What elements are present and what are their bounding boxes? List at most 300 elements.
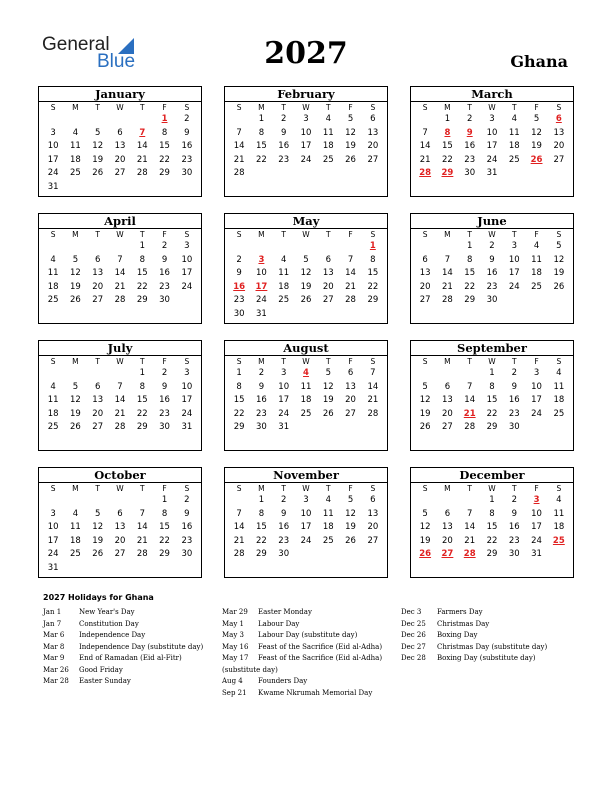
weekday-header: T (511, 357, 517, 366)
day: 4 (325, 114, 331, 124)
month-december (410, 467, 574, 578)
day: 23 (464, 154, 476, 165)
weekday-header: F (348, 103, 353, 112)
day: 7 (347, 254, 354, 265)
day: 26 (70, 422, 81, 433)
holiday-name: Christmas Day (substitute day) (437, 642, 548, 651)
weekday-header: T (467, 230, 472, 239)
holiday-row (43, 665, 203, 677)
day: 5 (72, 381, 79, 392)
day: 26 (345, 535, 356, 546)
month-name: June (411, 214, 573, 229)
day: 3 (511, 241, 517, 251)
day: 14 (345, 268, 356, 279)
day: 28 (464, 422, 476, 433)
day: 4 (556, 368, 562, 378)
day: 9 (161, 254, 168, 265)
holiday-name: Constitution Day (79, 619, 139, 628)
day: 11 (508, 127, 520, 138)
day: 21 (114, 281, 126, 292)
day: 18 (531, 268, 542, 279)
day: 10 (47, 141, 59, 152)
day: 3 (303, 495, 309, 505)
weekday-header: T (511, 230, 517, 239)
month-february (224, 86, 388, 197)
holiday-date: May 3 (222, 631, 244, 639)
weekday-header: F (162, 230, 167, 239)
page-title-year: 2027 (264, 36, 348, 71)
day-grid (225, 483, 387, 562)
day: 6 (117, 508, 123, 519)
day: 24 (300, 535, 312, 546)
day: 7 (236, 508, 242, 519)
day: 25 (70, 168, 81, 179)
holiday-name: Boxing Day (substitute day) (437, 654, 536, 662)
holiday-date: Dec 25 (401, 619, 426, 628)
day: 13 (367, 127, 379, 138)
day: 9 (280, 508, 287, 519)
day: 24 (508, 281, 520, 292)
weekday-header: F (534, 357, 539, 366)
day: 2 (258, 368, 265, 378)
holiday-row (222, 653, 382, 665)
day: 8 (139, 381, 145, 392)
day: 10 (300, 127, 312, 138)
weekday-header: W (302, 103, 310, 112)
day: 6 (347, 368, 354, 378)
country-label: Ghana (510, 52, 568, 71)
weekday-header: S (370, 230, 376, 239)
day: 1 (258, 495, 265, 505)
day: 13 (114, 141, 126, 152)
month-name: July (39, 341, 201, 356)
weekday-header: S (422, 103, 428, 112)
day: 13 (92, 395, 104, 406)
holiday-name: Easter Monday (258, 608, 312, 616)
weekday-header: S (184, 103, 190, 112)
day: 24 (531, 535, 542, 546)
day: 7 (370, 368, 376, 378)
day: 22 (159, 535, 170, 546)
day: 10 (486, 127, 498, 138)
month-june (410, 213, 574, 324)
weekday-header: T (281, 230, 286, 239)
month-name: May (225, 214, 387, 229)
day: 29 (136, 295, 148, 306)
day: 3 (533, 368, 540, 378)
holiday-row (43, 653, 203, 665)
holiday-day: 6 (555, 114, 562, 124)
day: 17 (47, 154, 59, 165)
day: 12 (92, 522, 104, 533)
day: 15 (442, 141, 453, 152)
holiday-row (222, 676, 382, 688)
weekday-header: S (236, 357, 242, 366)
day: 27 (322, 295, 334, 306)
day: 10 (300, 508, 312, 519)
day: 19 (345, 522, 356, 533)
weekday-header: S (184, 484, 190, 493)
weekday-header: W (488, 230, 496, 239)
day: 24 (47, 168, 59, 179)
day: 7 (236, 127, 242, 138)
day: 6 (444, 508, 451, 519)
holiday-row (401, 619, 547, 631)
day: 11 (70, 522, 81, 533)
weekday-header: M (444, 357, 451, 366)
holiday-date: Dec 3 (401, 608, 422, 616)
day: 21 (419, 154, 431, 165)
day: 20 (322, 281, 334, 292)
holiday-date: Dec 27 (401, 642, 426, 651)
day: 2 (280, 495, 287, 505)
day: 15 (233, 395, 245, 406)
day: 12 (553, 254, 565, 265)
day-grid (411, 229, 573, 308)
day: 27 (114, 549, 126, 560)
day: 4 (533, 241, 540, 251)
day: 14 (233, 141, 245, 152)
day: 15 (256, 522, 267, 533)
weekday-header: W (302, 484, 310, 493)
day: 28 (233, 549, 245, 560)
day: 7 (466, 381, 473, 392)
day: 8 (161, 127, 168, 138)
day: 25 (70, 549, 81, 560)
day-grid (225, 356, 387, 435)
day: 11 (300, 381, 312, 392)
empty-cell (414, 367, 436, 381)
month-name: February (225, 87, 387, 102)
weekday-header: W (116, 484, 124, 493)
day: 13 (367, 508, 379, 519)
day: 8 (370, 254, 376, 265)
weekday-header: S (556, 484, 562, 493)
weekday-header: F (348, 484, 353, 493)
day: 15 (486, 522, 498, 533)
holidays-title: 2027 Holidays for Ghana (43, 593, 154, 602)
weekday-header: T (281, 357, 286, 366)
weekday-header: W (302, 230, 310, 239)
weekday-header: T (139, 357, 145, 366)
weekday-header: T (95, 357, 100, 366)
day: 30 (486, 295, 498, 306)
day: 5 (556, 241, 562, 251)
weekday-header: T (511, 103, 517, 112)
day: 25 (47, 295, 59, 306)
day: 23 (181, 535, 193, 546)
day: 8 (236, 381, 242, 392)
day: 8 (489, 508, 495, 519)
weekday-header: W (302, 357, 310, 366)
day: 22 (256, 154, 267, 165)
holiday-day: 21 (463, 408, 476, 419)
day: 5 (325, 368, 331, 378)
weekday-header: T (511, 484, 517, 493)
day: 7 (466, 508, 473, 519)
holiday-date: Mar 26 (43, 665, 69, 674)
day: 16 (181, 522, 193, 533)
day-grid (39, 356, 201, 435)
month-august (224, 340, 388, 451)
day: 5 (422, 508, 428, 519)
day: 8 (258, 508, 265, 519)
day: 11 (553, 381, 565, 392)
day: 5 (347, 495, 354, 505)
holiday-day: 28 (419, 168, 432, 179)
holiday-date: Dec 28 (401, 654, 426, 662)
day-grid (39, 229, 201, 308)
day: 29 (256, 549, 267, 560)
day: 12 (322, 381, 334, 392)
day: 18 (47, 281, 59, 292)
day: 29 (159, 168, 170, 179)
logo-text-general: General (42, 34, 110, 55)
weekday-header: T (95, 484, 100, 493)
day-grid (411, 102, 573, 181)
day: 2 (236, 254, 242, 265)
weekday-header: M (444, 230, 451, 239)
empty-cell (228, 240, 250, 254)
day: 25 (322, 154, 334, 165)
day: 18 (47, 408, 59, 419)
weekday-header: S (556, 103, 562, 112)
weekday-header: T (139, 484, 145, 493)
day: 9 (280, 127, 287, 138)
day: 3 (489, 114, 495, 124)
day: 2 (184, 495, 190, 505)
day: 18 (70, 535, 81, 546)
day: 4 (325, 495, 331, 505)
day: 27 (92, 422, 104, 433)
empty-cell (250, 240, 272, 254)
weekday-header: W (488, 103, 496, 112)
day: 29 (136, 422, 148, 433)
day: 11 (47, 268, 59, 279)
day: 30 (256, 422, 267, 433)
holiday-date: Jan 7 (43, 619, 62, 628)
weekday-header: T (95, 230, 100, 239)
day: 27 (345, 408, 356, 419)
weekday-header: M (72, 230, 79, 239)
day: 4 (556, 495, 562, 505)
day: 17 (508, 268, 520, 279)
holiday-name: Independence Day (substitute day) (79, 642, 204, 651)
day: 4 (50, 254, 56, 265)
day: 10 (181, 254, 193, 265)
day: 4 (50, 381, 56, 392)
weekday-header: S (556, 357, 562, 366)
day: 25 (553, 408, 565, 419)
day: 22 (136, 281, 148, 292)
day: 19 (70, 281, 81, 292)
day: 9 (184, 127, 190, 138)
day: 26 (92, 168, 104, 179)
day: 16 (486, 268, 498, 279)
weekday-header: F (534, 484, 539, 493)
weekday-header: T (139, 230, 145, 239)
empty-cell (42, 240, 64, 254)
day: 22 (464, 281, 476, 292)
day: 23 (508, 535, 520, 546)
day: 15 (136, 268, 148, 279)
day: 31 (181, 422, 193, 433)
holiday-day: 29 (441, 168, 454, 179)
weekday-header: M (72, 103, 79, 112)
weekday-header: S (50, 357, 56, 366)
empty-cell (109, 494, 131, 508)
day: 2 (489, 241, 495, 251)
day: 30 (233, 308, 245, 319)
holiday-day: 16 (233, 281, 246, 292)
weekday-header: S (370, 103, 376, 112)
day: 27 (553, 154, 565, 165)
day: 9 (511, 508, 517, 519)
day: 17 (531, 522, 542, 533)
day: 21 (233, 535, 245, 546)
day: 17 (47, 535, 59, 546)
day: 29 (159, 549, 170, 560)
empty-cell (109, 240, 131, 254)
day: 23 (486, 281, 498, 292)
day: 1 (489, 368, 495, 378)
day: 9 (511, 381, 517, 392)
day: 20 (92, 408, 104, 419)
day: 13 (114, 522, 126, 533)
empty-cell (228, 113, 250, 127)
day: 18 (553, 395, 565, 406)
day: 1 (466, 241, 473, 251)
holiday-name: Farmers Day (437, 608, 483, 616)
day: 2 (161, 241, 168, 251)
day: 18 (300, 395, 312, 406)
weekday-header: M (72, 357, 79, 366)
day: 14 (419, 141, 431, 152)
empty-cell (317, 240, 339, 254)
holiday-name: Feast of the Sacrifice (Eid al-Adha) (258, 654, 383, 662)
day: 15 (136, 395, 148, 406)
day: 26 (92, 549, 104, 560)
day: 17 (531, 395, 542, 406)
day: 28 (136, 549, 148, 560)
day: 22 (486, 408, 498, 419)
weekday-header: T (281, 484, 286, 493)
day: 16 (181, 141, 193, 152)
day: 15 (464, 268, 476, 279)
day: 16 (508, 395, 520, 406)
day: 12 (531, 127, 542, 138)
empty-cell (64, 494, 86, 508)
day: 21 (367, 395, 379, 406)
day: 23 (159, 281, 170, 292)
day: 11 (322, 127, 334, 138)
empty-cell (87, 240, 109, 254)
day: 23 (256, 408, 267, 419)
day: 21 (464, 535, 476, 546)
day: 6 (370, 495, 376, 505)
month-name: September (411, 341, 573, 356)
day: 31 (256, 308, 267, 319)
holiday-row (43, 607, 203, 619)
holiday-name: Boxing Day (437, 631, 478, 639)
weekday-header: W (488, 357, 496, 366)
day: 15 (159, 522, 170, 533)
day: 11 (70, 141, 81, 152)
day: 29 (233, 422, 245, 433)
holiday-date: Mar 28 (43, 677, 69, 685)
weekday-header: T (325, 230, 331, 239)
day: 19 (92, 535, 104, 546)
day: 5 (94, 127, 101, 138)
day: 25 (47, 422, 59, 433)
day: 1 (139, 368, 145, 378)
holiday-date: Jan 1 (43, 608, 62, 616)
empty-cell (295, 240, 317, 254)
day: 12 (70, 268, 81, 279)
day: 25 (508, 154, 520, 165)
month-name: April (39, 214, 201, 229)
day: 13 (442, 395, 453, 406)
day: 4 (72, 508, 79, 519)
day: 15 (256, 141, 267, 152)
day: 11 (531, 254, 542, 265)
day: 27 (114, 168, 126, 179)
empty-cell (87, 367, 109, 381)
day: 20 (345, 395, 356, 406)
day: 29 (464, 295, 476, 306)
day: 5 (72, 254, 79, 265)
holiday-row (222, 619, 382, 631)
day: 9 (161, 381, 168, 392)
day: 18 (278, 281, 290, 292)
holiday-name: New Year's Day (79, 608, 135, 616)
day: 30 (181, 168, 193, 179)
empty-cell (42, 367, 64, 381)
day: 5 (347, 114, 354, 124)
day-grid (225, 102, 387, 181)
day: 17 (181, 268, 193, 279)
day: 18 (508, 141, 520, 152)
day: 10 (47, 522, 59, 533)
month-name: August (225, 341, 387, 356)
day: 1 (489, 495, 495, 505)
day: 8 (489, 381, 495, 392)
day: 6 (94, 254, 101, 265)
day: 26 (419, 422, 431, 433)
empty-cell (64, 113, 86, 127)
day: 24 (300, 154, 312, 165)
weekday-header: S (422, 357, 428, 366)
holiday-row (401, 653, 547, 665)
holiday-date: Mar 9 (43, 654, 65, 662)
day: 30 (508, 549, 520, 560)
day: 20 (553, 141, 565, 152)
day: 20 (367, 522, 379, 533)
weekday-header: W (488, 484, 496, 493)
day: 12 (419, 522, 431, 533)
day: 14 (442, 268, 453, 279)
day: 16 (278, 141, 290, 152)
weekday-header: S (370, 357, 376, 366)
day: 25 (322, 535, 334, 546)
day: 30 (159, 422, 170, 433)
day: 1 (444, 114, 451, 124)
day: 2 (280, 114, 287, 124)
day: 22 (442, 154, 453, 165)
day: 1 (236, 368, 242, 378)
day: 18 (322, 522, 334, 533)
holiday-day: 26 (530, 154, 543, 165)
